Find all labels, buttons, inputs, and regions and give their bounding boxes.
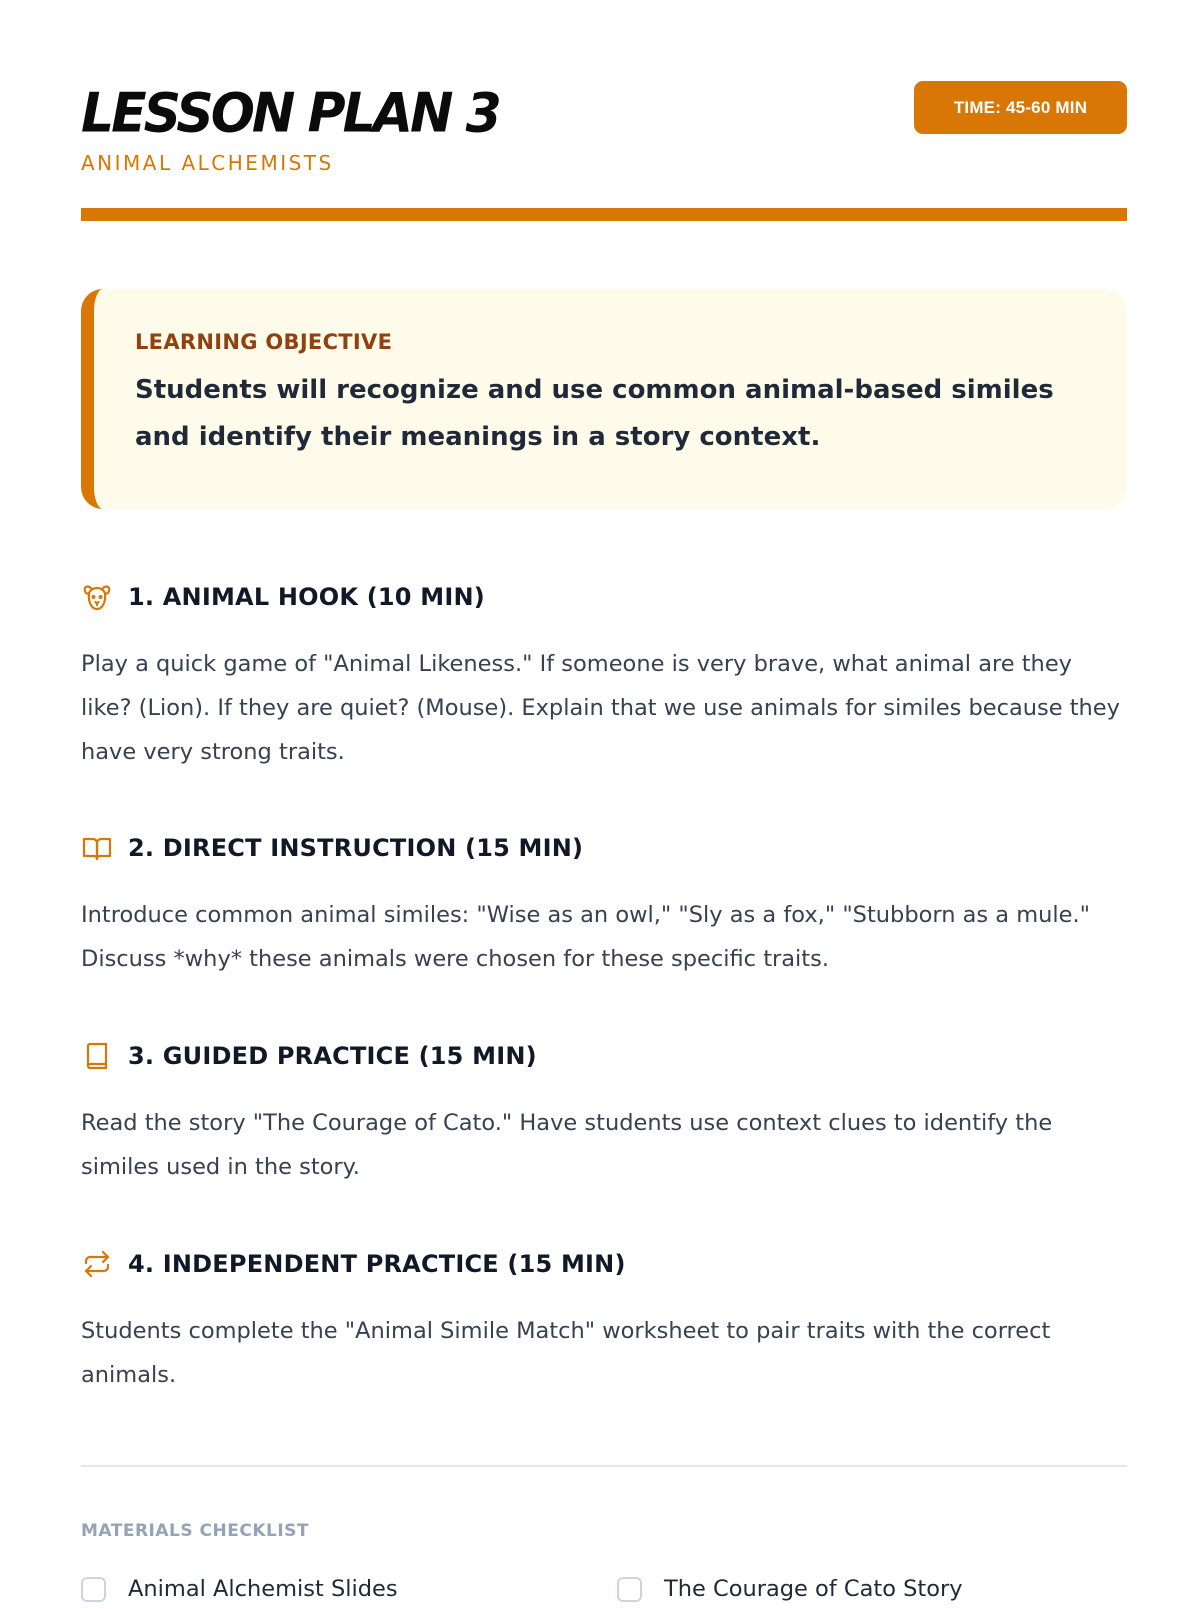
closed-book-icon bbox=[81, 1040, 113, 1072]
section-title: 3. GUIDED PRACTICE (15 MIN) bbox=[128, 1042, 537, 1070]
section-header bbox=[81, 1244, 1127, 1284]
pet-face-icon bbox=[81, 581, 113, 613]
materials-checklist bbox=[81, 1569, 1127, 1609]
checkbox[interactable] bbox=[617, 1577, 642, 1602]
section-title: 1. ANIMAL HOOK (10 MIN) bbox=[128, 583, 485, 611]
checklist-item-label: The Courage of Cato Story bbox=[664, 1576, 963, 1602]
section-body: Students complete the "Animal Simile Match" worksheet to pair traits with the correct animals. bbox=[81, 1318, 1051, 1388]
section-title: 4. INDEPENDENT PRACTICE (15 MIN) bbox=[128, 1250, 626, 1278]
materials-checklist-label: MATERIALS CHECKLIST bbox=[81, 1521, 309, 1541]
section-body: Play a quick game of "Animal Likeness." If someone is very brave, what animal are they like? (Lion). If they are quiet? (Mouse). Explain that we use animals for similes because they have very strong traits. bbox=[81, 651, 1120, 765]
section-guided-practice bbox=[81, 1036, 1127, 1189]
lesson-header bbox=[81, 0, 1127, 225]
open-book-icon bbox=[81, 832, 113, 864]
checkbox[interactable] bbox=[81, 1577, 106, 1602]
repeat-arrows-icon bbox=[81, 1248, 113, 1280]
section-independent-practice bbox=[81, 1244, 1127, 1397]
checklist-item-label: Animal Alchemist Slides bbox=[128, 1576, 398, 1602]
objective-label: LEARNING OBJECTIVE bbox=[135, 330, 393, 354]
page-title: LESSON PLAN 3 bbox=[81, 82, 499, 146]
section-animal-hook bbox=[81, 577, 1127, 774]
section-header bbox=[81, 577, 1127, 617]
objective-text: Students will recognize and use common animal-based similes and identify their meanings in a story context. bbox=[135, 375, 1054, 452]
section-direct-instruction bbox=[81, 828, 1127, 981]
lesson-plan-page bbox=[81, 0, 1127, 1602]
section-header bbox=[81, 1036, 1127, 1076]
materials-divider bbox=[81, 1465, 1127, 1467]
section-title: 2. DIRECT INSTRUCTION (15 MIN) bbox=[128, 834, 584, 862]
header-divider bbox=[81, 208, 1127, 221]
section-body: Read the story "The Courage of Cato." Have students use context clues to identify the similes used in the story. bbox=[81, 1110, 1053, 1180]
page-subtitle: ANIMAL ALCHEMISTS bbox=[81, 151, 334, 175]
time-badge: TIME: 45-60 MIN bbox=[914, 81, 1127, 134]
section-body: Introduce common animal similes: "Wise as an owl," "Sly as a fox," "Stubborn as a mule." Discuss *why* these animals were chosen for these specific traits. bbox=[81, 902, 1091, 972]
section-header bbox=[81, 828, 1127, 868]
learning-objective-card bbox=[81, 289, 1127, 509]
